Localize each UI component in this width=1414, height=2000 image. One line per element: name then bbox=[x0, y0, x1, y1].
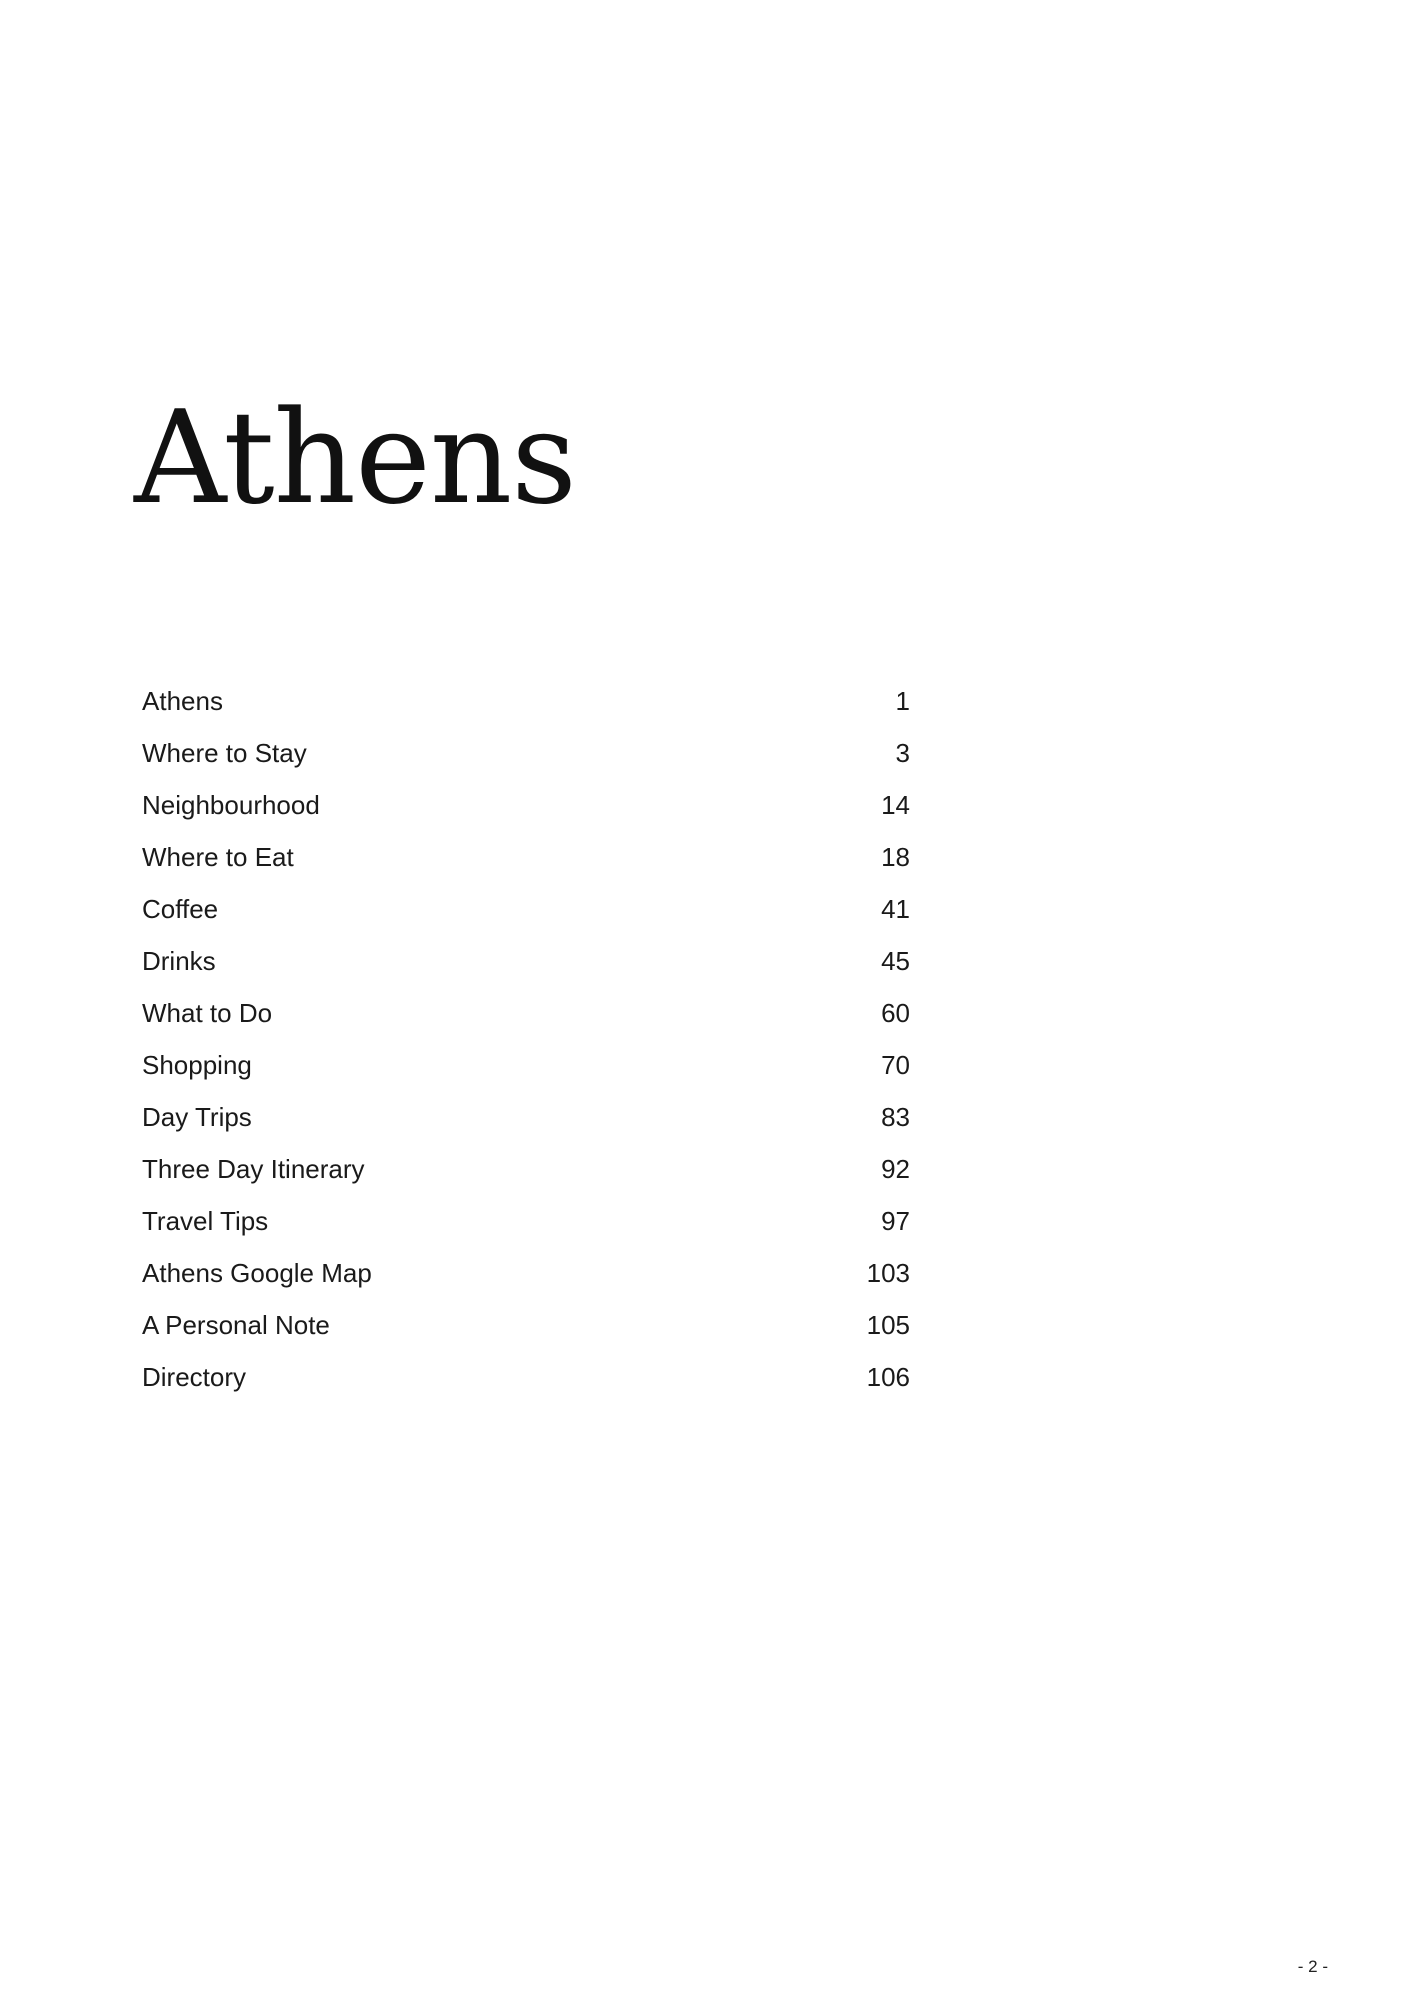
toc-entry-page: 1 bbox=[895, 685, 910, 716]
toc-entry-where-to-eat[interactable] bbox=[142, 831, 910, 883]
toc-entry-page: 105 bbox=[866, 1309, 910, 1340]
toc-entry-page: 97 bbox=[881, 1205, 910, 1236]
toc-entry-label: Neighbourhood bbox=[142, 789, 320, 820]
toc-entry-label: A Personal Note bbox=[142, 1309, 330, 1340]
table-of-contents bbox=[142, 675, 910, 1403]
toc-entry-page: 45 bbox=[881, 945, 910, 976]
toc-entry-page: 83 bbox=[881, 1101, 910, 1132]
toc-entry-what-to-do[interactable] bbox=[142, 987, 910, 1039]
toc-entry-where-to-stay[interactable] bbox=[142, 727, 910, 779]
toc-entry-athens-google-map[interactable] bbox=[142, 1247, 910, 1299]
toc-entry-athens[interactable] bbox=[142, 675, 910, 727]
toc-entry-page: 70 bbox=[881, 1049, 910, 1080]
toc-entry-label: Drinks bbox=[142, 945, 216, 976]
toc-entry-label: What to Do bbox=[142, 997, 273, 1028]
toc-entry-label: Day Trips bbox=[142, 1101, 252, 1132]
toc-entry-drinks[interactable] bbox=[142, 935, 910, 987]
toc-entry-three-day-itinerary[interactable] bbox=[142, 1143, 910, 1195]
toc-entry-directory[interactable] bbox=[142, 1351, 910, 1403]
toc-entry-day-trips[interactable] bbox=[142, 1091, 910, 1143]
page-title: Athens bbox=[134, 384, 576, 533]
toc-entry-page: 103 bbox=[866, 1257, 910, 1288]
toc-entry-shopping[interactable] bbox=[142, 1039, 910, 1091]
toc-entry-neighbourhood[interactable] bbox=[142, 779, 910, 831]
toc-entry-page: 41 bbox=[881, 893, 910, 924]
toc-entry-label: Travel Tips bbox=[142, 1205, 269, 1236]
page-number: - 2 - bbox=[1297, 1957, 1328, 1976]
toc-entry-label: Athens Google Map bbox=[142, 1257, 372, 1288]
toc-entry-label: Directory bbox=[142, 1361, 247, 1392]
toc-entry-page: 14 bbox=[881, 789, 910, 820]
toc-entry-coffee[interactable] bbox=[142, 883, 910, 935]
toc-entry-a-personal-note[interactable] bbox=[142, 1299, 910, 1351]
toc-entry-travel-tips[interactable] bbox=[142, 1195, 910, 1247]
toc-entry-page: 106 bbox=[866, 1361, 910, 1392]
toc-entry-label: Shopping bbox=[142, 1049, 252, 1080]
toc-entry-page: 60 bbox=[881, 997, 910, 1028]
toc-entry-label: Coffee bbox=[142, 893, 219, 924]
toc-entry-label: Where to Eat bbox=[142, 841, 294, 872]
toc-entry-label: Where to Stay bbox=[142, 737, 307, 768]
toc-entry-page: 3 bbox=[895, 737, 910, 768]
toc-entry-page: 92 bbox=[881, 1153, 910, 1184]
toc-entry-page: 18 bbox=[881, 841, 910, 872]
toc-entry-label: Three Day Itinerary bbox=[142, 1153, 365, 1184]
toc-entry-label: Athens bbox=[142, 685, 223, 716]
